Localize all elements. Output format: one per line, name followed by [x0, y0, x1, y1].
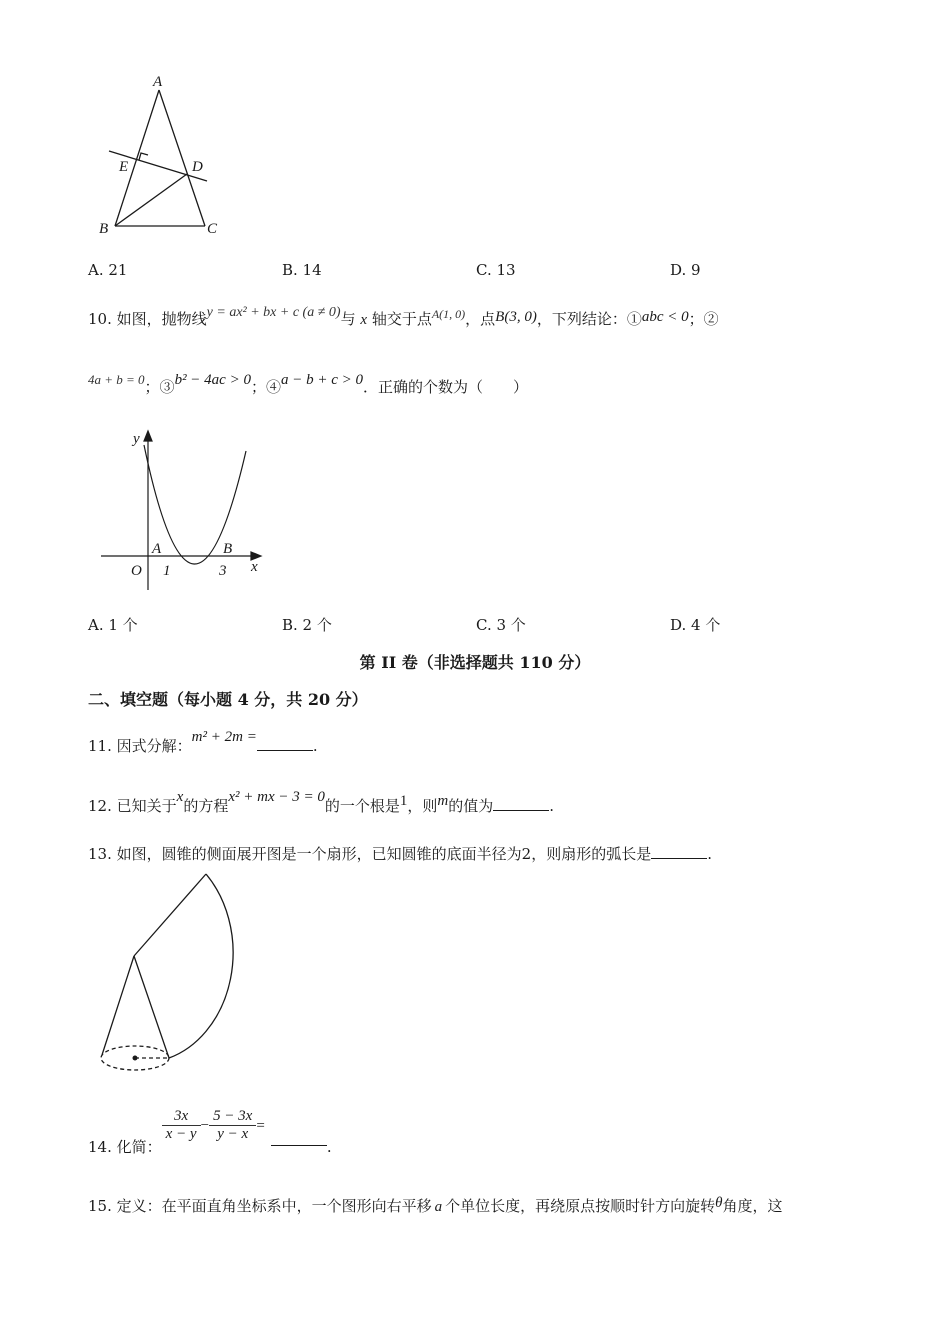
label-one: 1	[163, 563, 171, 579]
parabola-figure	[95, 425, 275, 595]
q14-answer-blank[interactable]	[271, 1133, 327, 1146]
q15-var-theta: θ	[715, 1195, 723, 1211]
q14-den-1: x − y	[165, 1126, 197, 1142]
q11-answer-blank[interactable]	[257, 738, 313, 751]
q10-equation: y = ax² + bx + c (a ≠ 0)	[206, 305, 341, 320]
q10-conclusion-4: a − b + c > 0	[280, 372, 364, 388]
q10-text-c: 轴交于点	[371, 310, 432, 328]
right-angle-mark	[139, 153, 148, 160]
q15-number: 15.	[88, 1197, 112, 1215]
q14-den-2: y − x	[217, 1126, 249, 1142]
q11-end: .	[312, 737, 318, 755]
q13-radius: 2	[521, 845, 532, 863]
q15-text-b: 个单位长度，再绕原点按顺时针方向旋转	[445, 1197, 716, 1215]
q11-text: 因式分解：	[116, 737, 192, 755]
q10-point-a: A(1, 0)	[431, 307, 466, 321]
q10-option-d: D. 4 个	[670, 616, 721, 634]
q14-end: .	[326, 1137, 332, 1156]
q12-line	[88, 789, 555, 816]
q10-text-a: 如图，抛物线	[116, 310, 207, 328]
q14-minus: −	[200, 1117, 210, 1134]
q13-text: 如图，圆锥的侧面展开图是一个扇形，已知圆锥的底面半径为	[116, 845, 522, 863]
q10-option-c: C. 3 个	[476, 616, 526, 634]
q10-conclusion-3: b² − 4ac > 0	[174, 372, 251, 388]
q12-text-c: 的一个根是	[324, 797, 400, 815]
q13-text-b: ，则扇形的弧长是	[531, 845, 652, 863]
q12-equation: x² + mx − 3 = 0	[228, 789, 325, 805]
edge-ac	[159, 90, 205, 226]
q12-text-b: 的方程	[183, 797, 229, 815]
q15-var-a: a	[434, 1199, 443, 1215]
q9-option-d: D. 9	[670, 261, 701, 279]
q13-number: 13.	[88, 845, 112, 863]
q10-text-g: ；③	[144, 378, 175, 396]
label-c: C	[207, 221, 218, 237]
q11-line	[88, 729, 318, 756]
q11-number: 11.	[88, 737, 112, 755]
q9-option-b: B. 14	[282, 261, 322, 279]
q14-number: 14.	[88, 1137, 112, 1156]
label-a-point: A	[152, 541, 162, 557]
q12-end: .	[549, 797, 555, 815]
q15-text-c: 角度，这	[722, 1197, 783, 1215]
q10-text-d: ，点	[465, 310, 496, 328]
edge-ab	[115, 90, 159, 226]
cone-sector-figure	[95, 868, 255, 1080]
label-a: A	[153, 74, 163, 90]
segment-bd	[115, 174, 187, 226]
section-2-title: 第 II 卷（非选择题共 110 分）	[359, 653, 591, 672]
label-x: x	[251, 559, 258, 575]
cone-slant-left	[102, 956, 134, 1055]
q14-line	[88, 1108, 332, 1158]
q12-answer-blank[interactable]	[493, 798, 549, 811]
label-y: y	[133, 431, 140, 447]
q14-num-1: 3x	[162, 1108, 201, 1126]
q12-text-e: 的值为	[448, 797, 494, 815]
part-2-heading: 二、填空题（每小题 4 分，共 20 分）	[88, 690, 368, 709]
q10-option-b: B. 2 个	[282, 616, 332, 634]
q13-answer-blank[interactable]	[651, 846, 707, 859]
q10-line2	[88, 372, 529, 397]
q15-line	[88, 1195, 783, 1216]
q10-point-b: B(3, 0)	[495, 309, 537, 325]
q10-line1	[88, 305, 719, 329]
q14-fraction-1	[162, 1108, 201, 1143]
q12-number: 12.	[88, 797, 112, 815]
q10-text-b: 与	[340, 310, 356, 328]
q12-var-m: m	[437, 793, 449, 809]
sector-arc	[169, 874, 233, 1058]
q10-text-e: ，下列结论：①	[536, 310, 642, 328]
q10-var-x: x	[360, 312, 368, 328]
q9-option-c: C. 13	[476, 261, 516, 279]
q12-text-d: ，则	[407, 797, 438, 815]
q13-line	[88, 843, 712, 864]
q10-text-h: ；④	[250, 378, 281, 396]
q10-option-a: A. 1 个	[88, 616, 138, 634]
y-axis-arrow	[144, 431, 152, 441]
q15-text-a: 定义：在平面直角坐标系中，一个图形向右平移	[116, 1197, 432, 1215]
label-b: B	[99, 221, 109, 237]
triangle-figure	[95, 70, 235, 240]
q12-var-x: x	[176, 789, 184, 805]
q12-text-a: 已知关于	[116, 797, 177, 815]
label-three: 3	[219, 563, 227, 579]
q9-option-a: A. 21	[88, 261, 128, 279]
label-e: E	[119, 159, 129, 175]
q10-number: 10.	[88, 310, 112, 328]
sector-radius-top	[134, 874, 206, 956]
q14-equals: =	[256, 1117, 265, 1134]
q11-expression: m² + 2m =	[191, 729, 257, 745]
q10-conclusion-2: 4a + b = 0	[88, 372, 145, 387]
q13-end: .	[707, 845, 712, 863]
label-o: O	[131, 563, 142, 579]
q14-text: 化简：	[116, 1137, 162, 1156]
cone-slant-right	[134, 956, 169, 1058]
q10-conclusion-1: abc < 0	[641, 309, 689, 325]
label-d: D	[192, 159, 203, 175]
label-b-point: B	[223, 541, 233, 557]
base-center-dot	[133, 1056, 138, 1061]
q14-num-2: 5 − 3x	[209, 1108, 256, 1126]
q12-root: 1	[399, 793, 408, 809]
q10-text-f: ；②	[688, 310, 719, 328]
q14-fraction-2	[209, 1108, 256, 1143]
q10-text-i: ．正确的个数为（ ）	[363, 378, 529, 396]
